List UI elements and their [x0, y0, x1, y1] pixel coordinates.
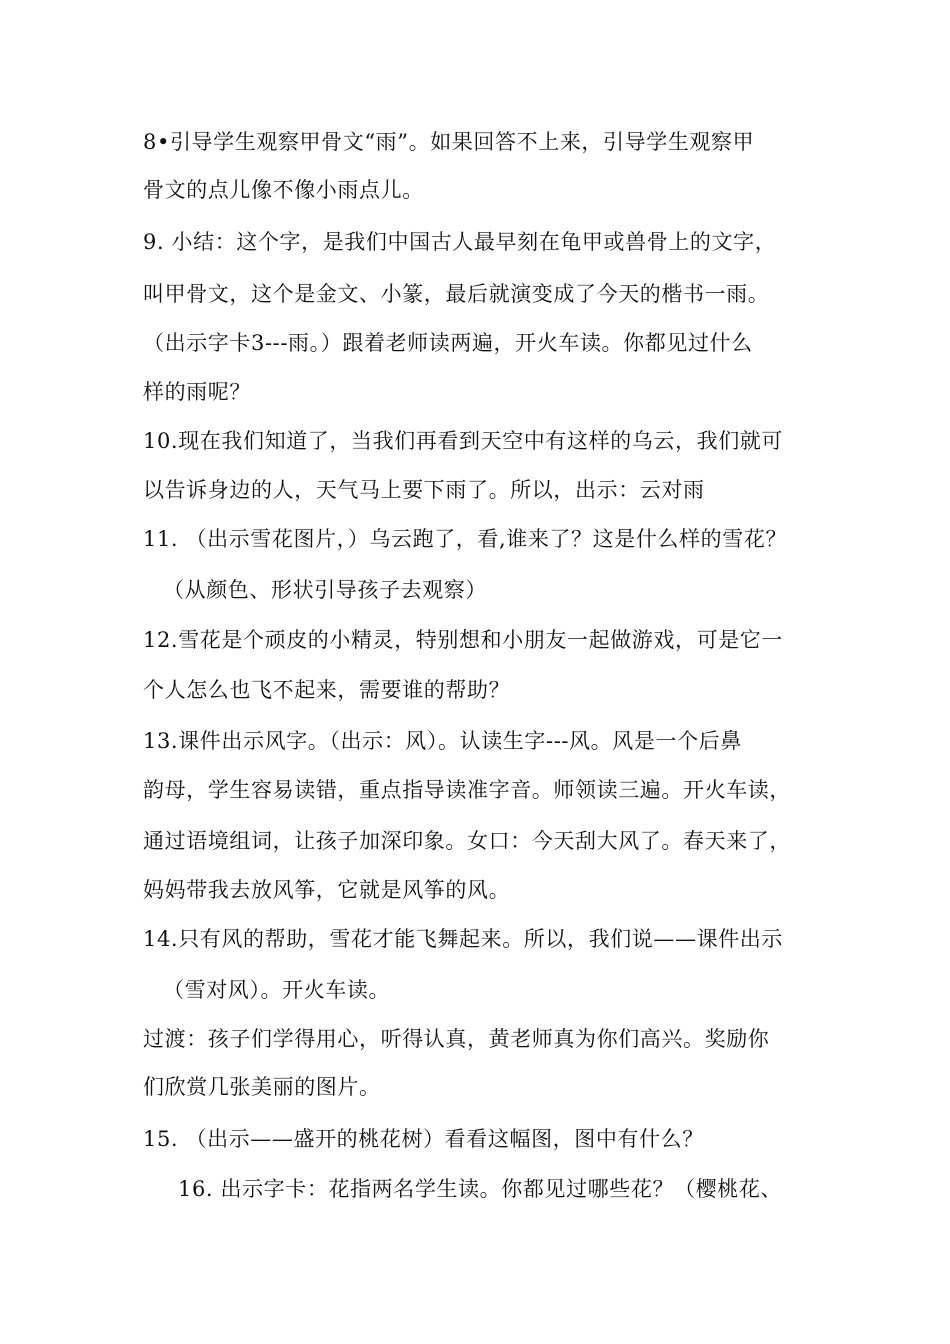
text-line: 通过语境组词，让孩子加深印象。女口：今天刮大风了。春天来了，: [143, 829, 791, 853]
text-line: 8•引导学生观察甲骨文“雨”。如果回答不上来，引导学生观察甲: [143, 130, 755, 154]
text-line: 们欣赏几张美丽的图片。: [143, 1075, 381, 1099]
text-line: 韵母，学生容易读错，重点指导读准字音。师领读三遍。开火车读，: [143, 778, 791, 802]
text-line: 14.只有风的帮助，雪花才能飞舞起来。所以，我们说——课件出示: [143, 927, 783, 951]
text-line: 15. （出示——盛开的桃花树）看看这幅图，图中有什么？: [143, 1127, 704, 1151]
text-line: 妈妈带我去放风筝，它就是风筝的风。: [143, 878, 511, 902]
text-line: 13.课件出示风字。（出示：风）。认读生字---风。风是一个后鼻: [143, 729, 742, 753]
text-line: 以告诉身边的人，天气马上要下雨了。所以，出示：云对雨: [143, 478, 705, 502]
text-line: 个人怎么也飞不起来，需要谁的帮助？: [143, 678, 511, 702]
text-line: 样的雨呢？: [143, 380, 251, 404]
text-line: 过渡：孩子们学得用心，听得认真，黄老师真为你们高兴。奖励你: [143, 1027, 770, 1051]
text-line: 9. 小结：这个字，是我们中国古人最早刻在龟甲或兽骨上的文字，: [143, 230, 777, 254]
text-line: 10.现在我们知道了，当我们再看到天空中有这样的乌云，我们就可: [143, 429, 783, 453]
text-line: （雪对风）。开火车读。: [163, 978, 391, 1002]
text-line: （从颜色、形状引导孩子去观察）: [163, 578, 487, 602]
text-line: （出示字卡3---雨。）跟着老师读两遍，开火车读。你都见过什么: [143, 331, 753, 355]
text-line: 16. 出示字卡：花指两名学生读。你都见过哪些花？（樱桃花、: [178, 1177, 783, 1201]
text-line: 叫甲骨文，这个是金文、小篆，最后就演变成了今天的楷书一雨。: [143, 282, 770, 306]
text-line: 骨文的点儿像不像小雨点儿。: [143, 178, 424, 202]
text-line: 11. （出示雪花图片，）乌云跑了，看,谁来了？这是什么样的雪花？: [143, 527, 788, 551]
text-line: 12.雪花是个顽皮的小精灵，特别想和小朋友一起做游戏，可是它一: [143, 628, 783, 652]
